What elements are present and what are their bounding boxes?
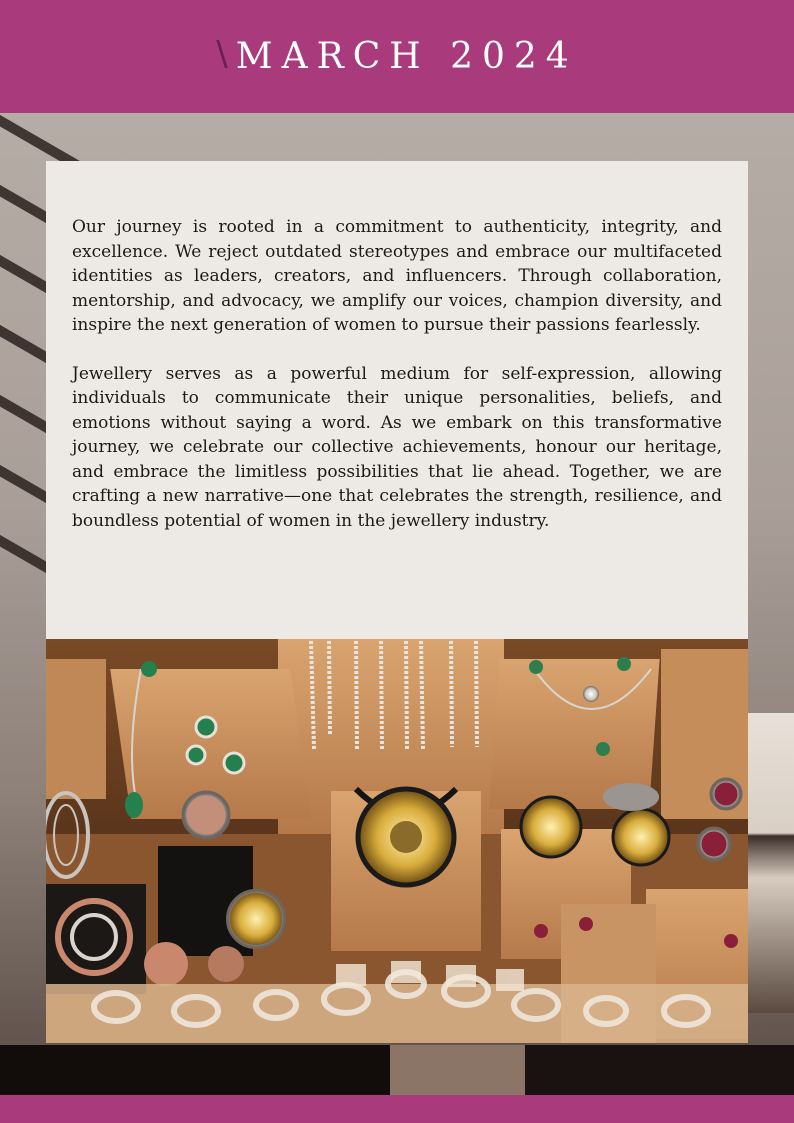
page-header — [0, 0, 794, 113]
article-paragraph-2: Jewellery serves as a powerful medium for self-expression, allowing individuals to communicate their unique personalities, beliefs, and emotions without saying a word. As we embark on this transformative journey, we celebrate our collective achievements, honour our heritage, and embrace the limitless possibilities that lie ahead. Together, we are crafting a new narrative—one that celebrates the strength, resilience, and boundless potential of women in the jewellery industry. — [72, 363, 722, 531]
article-paragraph-1: Our journey is rooted in a commitment to authenticity, integrity, and excellence. We reject outdated stereotypes and embrace our multifaceted identities as leaders, creators, and influencers. Through collaboration, mentorship, and advocacy, we amplify our voices, champion diversity, and inspire the next generation of women to pursue their passions fearlessly. — [72, 217, 722, 335]
article-card — [46, 161, 748, 639]
decorative-slash: \ — [216, 33, 228, 74]
page-title: MARCH 2024 — [235, 36, 578, 77]
page-footer-bar — [0, 1095, 794, 1123]
article-body — [72, 215, 722, 557]
jewellery-display-photo — [46, 639, 748, 1043]
